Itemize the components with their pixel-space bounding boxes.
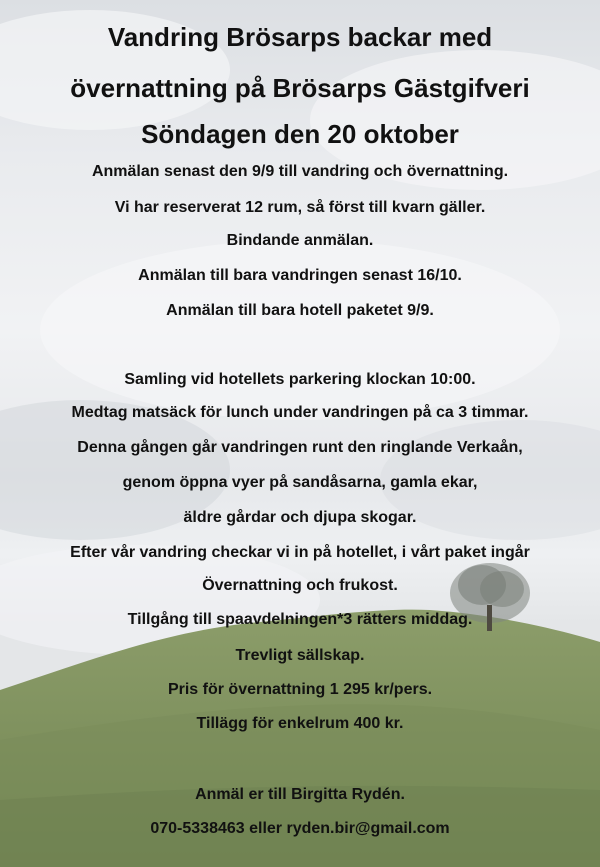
text-line: Anmälan till bara hotell paketet 9/9. — [166, 302, 434, 319]
contact-name: Anmäl er till Birgitta Rydén. — [195, 786, 405, 803]
text-line: Övernattning och frukost. — [202, 577, 398, 594]
text-line: genom öppna vyer på sandåsarna, gamla ekar, — [122, 474, 478, 491]
text-line: Samling vid hotellets parkering klockan 10:00. — [124, 371, 476, 388]
text-line: Bindande anmälan. — [226, 232, 374, 249]
text-line: Anmälan till bara vandringen senast 16/10. — [138, 267, 462, 284]
price-line: Tillägg för enkelrum 400 kr. — [196, 715, 404, 732]
title-line-1: Vandring Brösarps backar med — [107, 22, 493, 52]
text-line: Trevligt sällskap. — [235, 647, 365, 664]
event-date: Söndagen den 20 oktober — [141, 119, 459, 149]
price-line: Pris för övernattning 1 295 kr/pers. — [167, 681, 433, 698]
text-line: Denna gången går vandringen runt den ringlande Verkaån, — [77, 439, 523, 456]
text-line: Vi har reserverat 12 rum, så först till kvarn gäller. — [114, 199, 486, 216]
text-line: Tillgång till spaavdelningen*3 rätters middag. — [127, 611, 473, 628]
text-line: Anmälan senast den 9/9 till vandring och övernattning. — [91, 163, 509, 180]
text-line: äldre gårdar och djupa skogar. — [183, 509, 417, 526]
text-line: Efter vår vandring checkar vi in på hotellet, i vårt paket ingår — [70, 544, 530, 561]
title-line-2: övernattning på Brösarps Gästgifveri — [70, 73, 530, 103]
text-line: Medtag matsäck för lunch under vandringen på ca 3 timmar. — [71, 404, 529, 421]
contact-details: 070-5338463 eller ryden.bir@gmail.com — [150, 820, 450, 837]
